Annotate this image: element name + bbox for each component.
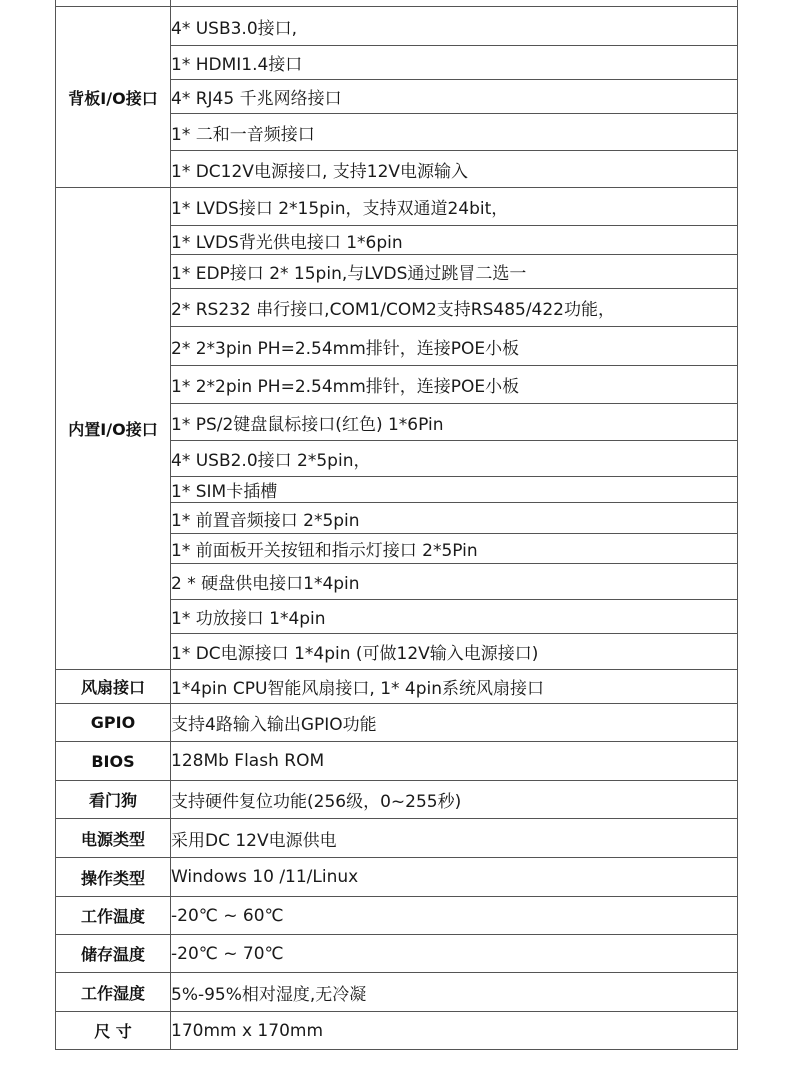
spec-row (56, 1012, 738, 1050)
spec-category: 工作温度 (56, 897, 171, 935)
spec-value: 1* 2*2pin PH=2.54mm排针，连接POE小板 (171, 366, 738, 404)
spec-category: 风扇接口 (56, 670, 171, 704)
spec-category: 看门狗 (56, 781, 171, 819)
spec-row (56, 7, 738, 46)
spec-value: 1* 前面板开关按钮和指示灯接口 2*5Pin (171, 534, 738, 564)
spec-category: 电源类型 (56, 819, 171, 858)
spec-row (56, 819, 738, 858)
spec-value: 1* EDP接口 2* 15pin,与LVDS通过跳冒二选一 (171, 255, 738, 289)
spec-value: 128Mb Flash ROM (171, 742, 738, 781)
spec-value: 170mm x 170mm (171, 1012, 738, 1050)
spec-row (56, 781, 738, 819)
spec-row (56, 935, 738, 973)
spec-value: 2 * 硬盘供电接口1*4pin (171, 564, 738, 600)
spec-value: 1* PS/2键盘鼠标接口(红色) 1*6Pin (171, 404, 738, 441)
spec-value: 1* LVDS接口 2*15pin，支持双通道24bit， (171, 188, 738, 226)
spec-value: 2* RS232 串行接口,COM1/COM2支持RS485/422功能， (171, 289, 738, 327)
spec-value: 1*4pin CPU智能风扇接口, 1* 4pin系统风扇接口 (171, 670, 738, 704)
spec-value: 1* 二和一音频接口 (171, 114, 738, 151)
spec-category: 尺 寸 (56, 1012, 171, 1050)
spec-value: 4* USB3.0接口, (171, 7, 738, 46)
spec-row (56, 858, 738, 897)
spec-category: GPIO (56, 704, 171, 742)
spec-value: -20℃ ~ 60℃ (171, 897, 738, 935)
spec-category: 内置I/O接口 (56, 188, 171, 670)
spec-category: 操作类型 (56, 858, 171, 897)
spec-value: 1* HDMI1.4接口 (171, 46, 738, 80)
spec-table-body (56, 0, 738, 1050)
spec-value: 采用DC 12V电源供电 (171, 819, 738, 858)
spec-row (56, 742, 738, 781)
spec-value: 支持硬件复位功能(256级，0~255秒) (171, 781, 738, 819)
spec-value: Windows 10 /11/Linux (171, 858, 738, 897)
spec-value: 1* DC电源接口 1*4pin (可做12V输入电源接口) (171, 634, 738, 670)
spec-value: 1* SIM卡插槽 (171, 477, 738, 503)
spec-row (56, 188, 738, 226)
spec-table (55, 0, 738, 1050)
spec-category: 储存温度 (56, 935, 171, 973)
spec-value: 1* 功放接口 1*4pin (171, 600, 738, 634)
spec-row (56, 973, 738, 1012)
spec-row (56, 704, 738, 742)
spec-row (56, 897, 738, 935)
spec-category: 工作湿度 (56, 973, 171, 1012)
spec-category: BIOS (56, 742, 171, 781)
spec-value: 1* 前置音频接口 2*5pin (171, 503, 738, 534)
spec-value: 4* RJ45 千兆网络接口 (171, 80, 738, 114)
spec-value: -20℃ ~ 70℃ (171, 935, 738, 973)
spec-value: 支持4路输入输出GPIO功能 (171, 704, 738, 742)
spec-value: 2* 2*3pin PH=2.54mm排针，连接POE小板 (171, 327, 738, 366)
spec-value: 1* LVDS背光供电接口 1*6pin (171, 226, 738, 255)
spec-value: 4* USB2.0接口 2*5pin， (171, 441, 738, 477)
spec-value: 1* DC12V电源接口, 支持12V电源输入 (171, 151, 738, 188)
spec-value: 5%-95%相对湿度,无冷凝 (171, 973, 738, 1012)
spec-row (56, 670, 738, 704)
spec-category: 背板I/O接口 (56, 7, 171, 188)
